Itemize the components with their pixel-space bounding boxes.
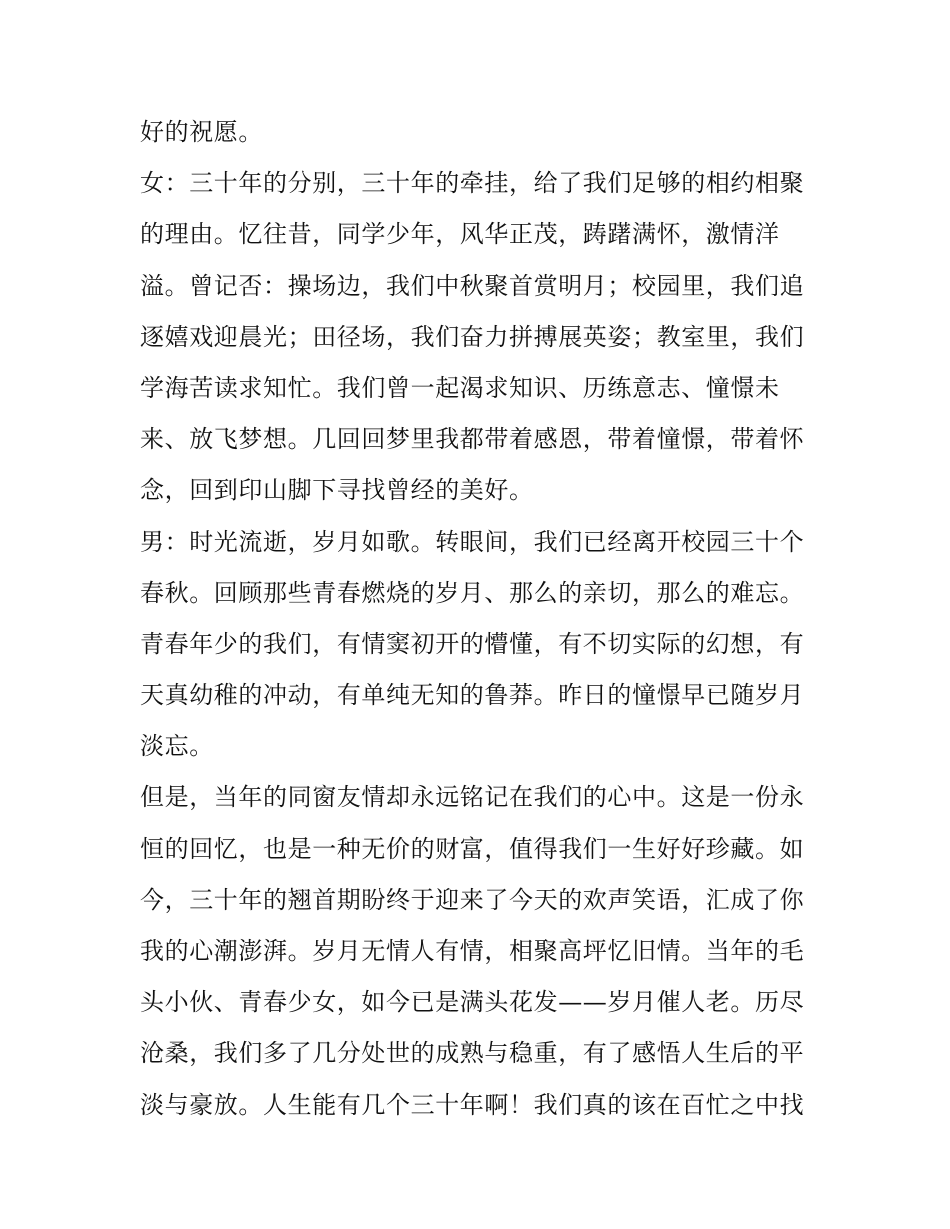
text-line: 学海苦读求知忙。我们曾一起渴求知识、历练意志、憧憬未	[140, 373, 780, 402]
text-line: 念，回到印山脚下寻找曾经的美好。	[140, 476, 534, 505]
text-line: 的理由。忆往昔，同学少年，风华正茂，踌躇满怀，激情洋	[140, 220, 780, 249]
text-line: 来、放飞梦想。几回回梦里我都带着感恩，带着憧憬，带着怀	[140, 425, 805, 454]
text-line: 女：三十年的分别，三十年的牵挂，给了我们足够的相约相聚	[140, 169, 805, 198]
text-line: 逐嬉戏迎晨光；田径场，我们奋力拼搏展英姿；教室里，我们	[140, 322, 805, 351]
text-line: 天真幼稚的冲动，有单纯无知的鲁莽。昨日的憧憬早已随岁月	[140, 681, 805, 710]
text-line: 我的心潮澎湃。岁月无情人有情，相聚高坪忆旧情。当年的毛	[140, 937, 805, 965]
text-line: 恒的回忆，也是一种无价的财富，值得我们一生好好珍藏。如	[140, 834, 805, 863]
text-line: 青春年少的我们，有情窦初开的懵懂，有不切实际的幻想，有	[140, 629, 805, 658]
text-line: 淡忘。	[140, 732, 214, 761]
text-line: 好的祝愿。	[140, 118, 263, 146]
text-line: 春秋。回顾那些青春燃烧的岁月、那么的亲切，那么的难忘。	[140, 578, 805, 607]
text-line: 但是，当年的同窗友情却永远铭记在我们的心中。这是一份永	[140, 783, 805, 812]
text-line: 淡与豪放。人生能有几个三十年啊！我们真的该在百忙之中找	[140, 1090, 805, 1119]
text-line: 今，三十年的翘首期盼终于迎来了今天的欢声笑语，汇成了你	[140, 885, 805, 914]
text-line: 溢。曾记否：操场边，我们中秋聚首赏明月；校园里，我们追	[140, 271, 805, 300]
document-text	[140, 107, 820, 1131]
text-line: 头小伙、青春少女，如今已是满头花发——岁月催人老。历尽	[140, 988, 805, 1017]
text-line: 沧桑，我们多了几分处世的成熟与稳重，有了感悟人生后的平	[140, 1039, 805, 1068]
text-line: 男：时光流逝，岁月如歌。转眼间，我们已经离开校园三十个	[140, 527, 805, 556]
